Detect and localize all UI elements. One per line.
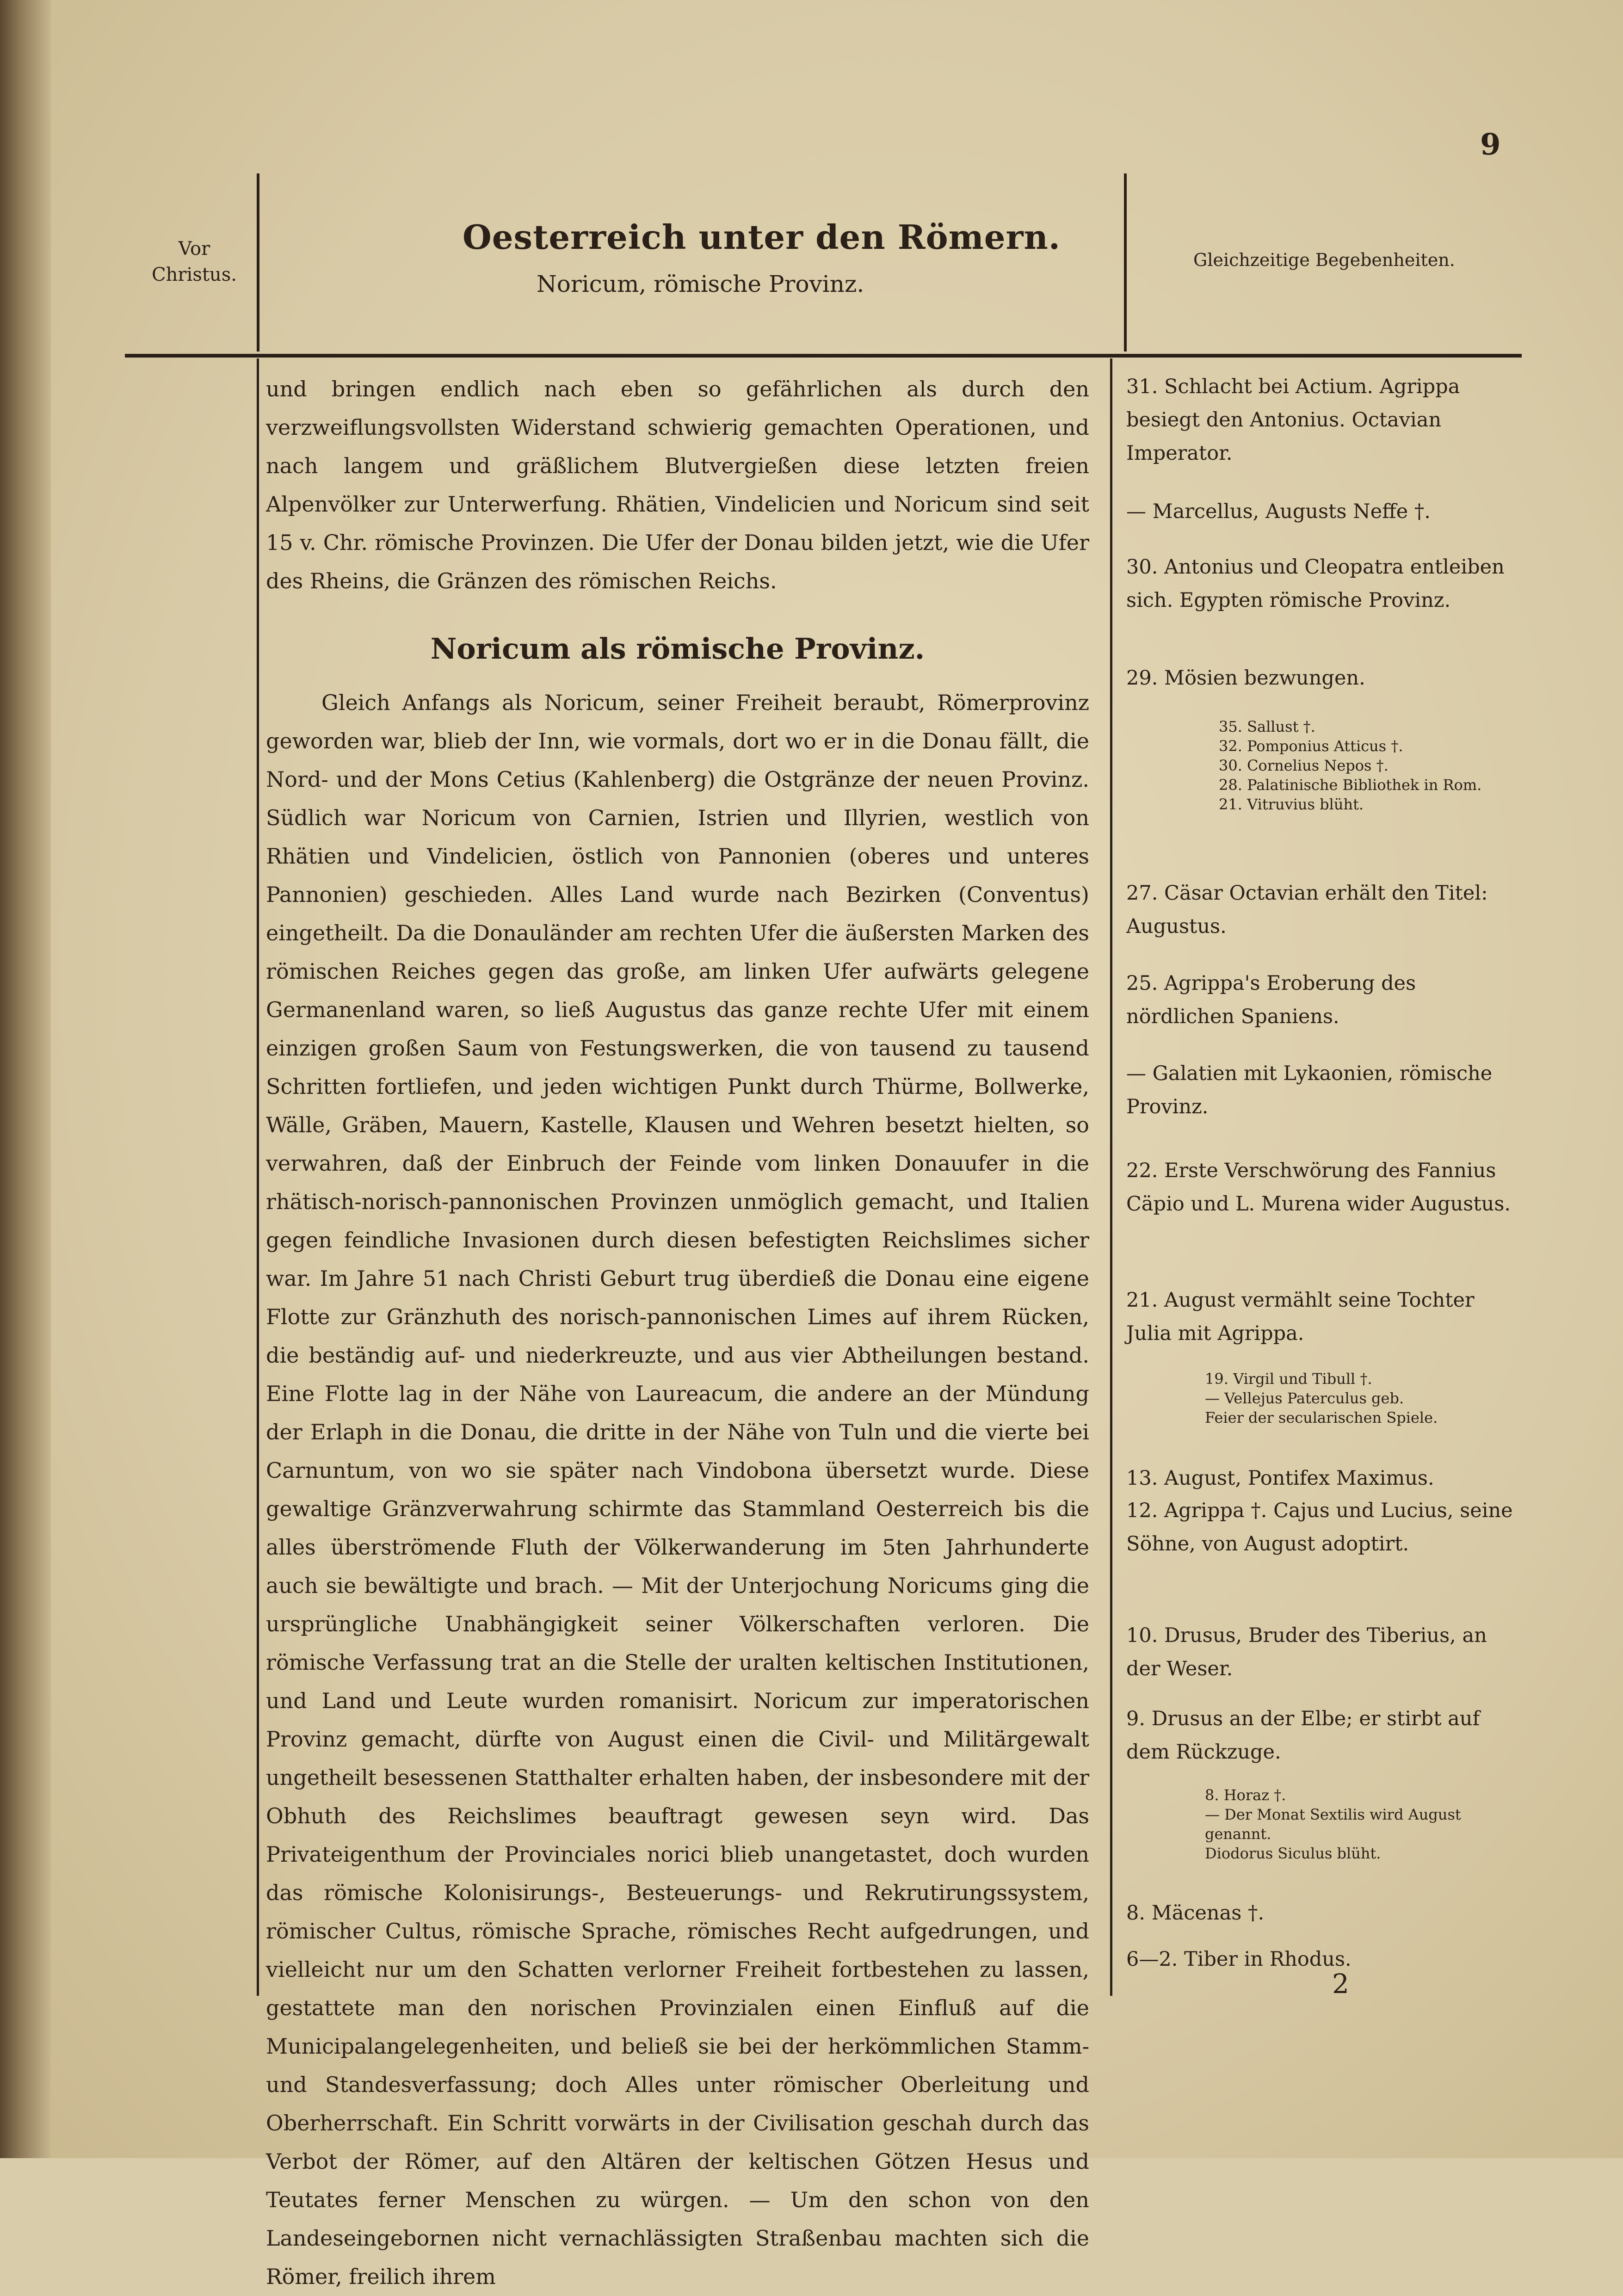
- event-entry: 30. Antonius und Cleopatra entleiben sich. Egypten römische Provinz.: [1126, 555, 1505, 612]
- column-divider-right: [1110, 358, 1112, 1996]
- event-entry: 21. August vermählt seine Tochter Julia mit Agrippa.: [1126, 1289, 1475, 1345]
- minor-event: Feier der secularischen Spiele.: [1205, 1409, 1438, 1426]
- column-divider-left: [257, 358, 259, 1996]
- book-binding: [0, 0, 51, 2158]
- main-text-column: [266, 370, 1089, 2296]
- minor-event: 35. Sallust †.: [1219, 718, 1315, 735]
- event-entry: 31. Schlacht bei Actium. Agrippa besiegt den Antonius. Octavian Imperator.: [1126, 375, 1460, 465]
- event-entry: 6—2. Tiber in Rhodus.: [1126, 1948, 1351, 1971]
- event-entry: 9. Drusus an der Elbe; er stirbt auf dem Rückzuge.: [1126, 1707, 1480, 1764]
- minor-event: Diodorus Siculus blüht.: [1205, 1845, 1381, 1862]
- event-entry: 10. Drusus, Bruder des Tiberius, an der Weser.: [1126, 1624, 1487, 1680]
- minor-event: 19. Virgil und Tibull †.: [1205, 1370, 1372, 1388]
- event-entry: 13. August, Pontifex Maximus.: [1126, 1467, 1434, 1490]
- column-header-year: [139, 236, 250, 288]
- header-divider-right: [1124, 173, 1127, 352]
- event-entry: — Marcellus, Augusts Neffe †.: [1126, 500, 1431, 523]
- minor-event: 32. Pomponius Atticus †.: [1219, 737, 1403, 755]
- minor-event: 28. Palatinische Bibliothek in Rom.: [1219, 776, 1482, 794]
- event-entry: 8. Mäcenas †.: [1126, 1901, 1265, 1925]
- event-entry: 22. Erste Verschwörung des Fannius Cäpio und L. Murena wider Augustus.: [1126, 1159, 1511, 1216]
- page-title: Oesterreich unter den Römern.: [463, 217, 1061, 257]
- minor-event: 8. Horaz †.: [1205, 1786, 1286, 1804]
- body-paragraph: Gleich Anfangs als Noricum, seiner Freiheit beraubt, Römerprovinz geworden war, blieb der Inn, wie vormals, dort wo er in die Donau fällt, die Nord- und der Mons Cetius (Kahlenberg) die Ostgränze der neuen Provinz. Südlich war Noricum von Carnien, Istrien und Illyrien, westlich von Rhätien und Vindelicien, östlich von Pannonien (oberes und unteres Pannonien) geschieden. Alles Land wurde nach Bezirken (Conventus) eingetheilt. Da die Donauländer am rechten Ufer die äußersten Marken des römischen Reiches gegen das große, am linken Ufer aufwärts gelegene Germanenland waren, so ließ Augustus das ganze rechte Ufer mit einem einzigen großen Saum von Festungswerken, die von tausend zu tausend Schritten fortliefen, und jeden wichtigen Punkt durch Thürme, Bollwerke, Wälle, Gräben, Mauern, Kastelle, Klausen und Wehren besetzt hielten, so verwahren, daß der Einbruch der Feinde vom linken Donauufer in die rhätisch-norisch-pannonischen Provinzen unmöglich gemacht, und Italien gegen feindliche Invasionen durch diesen befestigten Reichslimes sicher war. Im Jahre 51 nach Christi Geburt trug überdieß die Donau eine eigene Flotte zur Gränzhuth des norisch-pannonischen Limes auf ihrem Rücken, die beständig auf- und niederkreuzte, und aus vier Abtheilungen bestand. Eine Flotte lag in der Nähe von Laureacum, die andere an der Mündung der Erlaph in die Donau, die dritte in der Nähe von Tuln und die vierte bei Carnuntum, von wo sie später nach Vindobona übersetzt wurde. Diese gewaltige Gränzverwahrung schirmte das Stammland Oesterreich bis die alles überströmende Fluth der Völkerwanderung im 5ten Jahrhunderte auch sie bewältigte und brach. — Mit der Unterjochung Noricums ging die ursprüngliche Unabhängigkeit seiner Völkerschaften verloren. Die römische Verfassung trat an die Stelle der uralten keltischen Institutionen, und Land und Leute wurden romanisirt. Noricum zur imperatorischen Provinz gemacht, dürfte von August einen die Civil- und Militärgewalt ungetheilt besessenen Statthalter erhalten haben, der insbesondere mit der Obhuth des Reichslimes beauftragt gewesen seyn wird. Das Privateigenthum der Provinciales norici blieb unangetastet, doch wurden das römische Kolonisirungs-, Besteuerungs- und Rekrutirungssystem, römischer Cultus, römische Sprache, römisches Recht aufgedrungen, und vielleicht nur um den Schatten verlorner Freiheit fortbestehen zu lassen, gestattete man den norischen Provinzialen einen Einfluß auf die Municipalangelegenheiten, und beließ sie bei der herkömmlichen Stamm- und Standesverfassung; doch Alles unter römischer Oberleitung und Oberherrschaft. Ein Schritt vorwärts in der Civilisation geschah durch das Verbot der Römer, auf den Altären der keltischen Götzen Hesus und Teutates ferner Menschen zu würgen. — Um den schon von den Landeseingebornen nicht vernachlässigten Straßenbau machten sich die Römer, freilich ihrem: [266, 690, 1089, 2289]
- minor-events: [1205, 1369, 1515, 1427]
- event-entry: 12. Agrippa †. Cajus und Lucius, seine Söhne, von August adoptirt.: [1126, 1499, 1513, 1555]
- minor-event: — Der Monat Sextilis wird August genannt.: [1205, 1806, 1461, 1843]
- header-divider-left: [257, 173, 259, 352]
- column-header-year-line2: Christus.: [152, 264, 237, 285]
- printer-signature: 2: [1332, 1968, 1349, 2000]
- intro-paragraph: und bringen endlich nach eben so gefährlichen als durch den verzweiflungsvollsten Widerstand schwierig gemachten Operationen, und nach langem und gräßlichem Blutvergießen diese letzten freien Alpenvölker zur Unterwerfung. Rhätien, Vindelicien und Noricum sind seit 15 v. Chr. römische Provinzen. Die Ufer der Donau bilden jetzt, wie die Ufer des Rheins, die Gränzen des römischen Reichs.: [266, 376, 1089, 593]
- column-header-events: Gleichzeitige Begebenheiten.: [1193, 250, 1455, 270]
- section-heading: Noricum als römische Provinz.: [430, 632, 925, 666]
- column-header-year-line1: Vor: [178, 238, 210, 259]
- event-entry: 29. Mösien bezwungen.: [1126, 667, 1365, 690]
- minor-event: 21. Vitruvius blüht.: [1219, 796, 1364, 813]
- minor-events: [1219, 717, 1515, 814]
- header-rule: [125, 354, 1522, 358]
- page-subtitle: Noricum, römische Provinz.: [537, 271, 864, 297]
- minor-event: — Vellejus Paterculus geb.: [1205, 1389, 1404, 1407]
- minor-events: [1205, 1785, 1515, 1863]
- page-number: 9: [1480, 127, 1501, 162]
- event-entry: — Galatien mit Lykaonien, römische Provinz.: [1126, 1062, 1493, 1118]
- event-entry: 27. Cäsar Octavian erhält den Titel: Augustus.: [1126, 882, 1488, 938]
- minor-event: 30. Cornelius Nepos †.: [1219, 757, 1388, 774]
- event-entry: 25. Agrippa's Eroberung des nördlichen Spaniens.: [1126, 972, 1416, 1028]
